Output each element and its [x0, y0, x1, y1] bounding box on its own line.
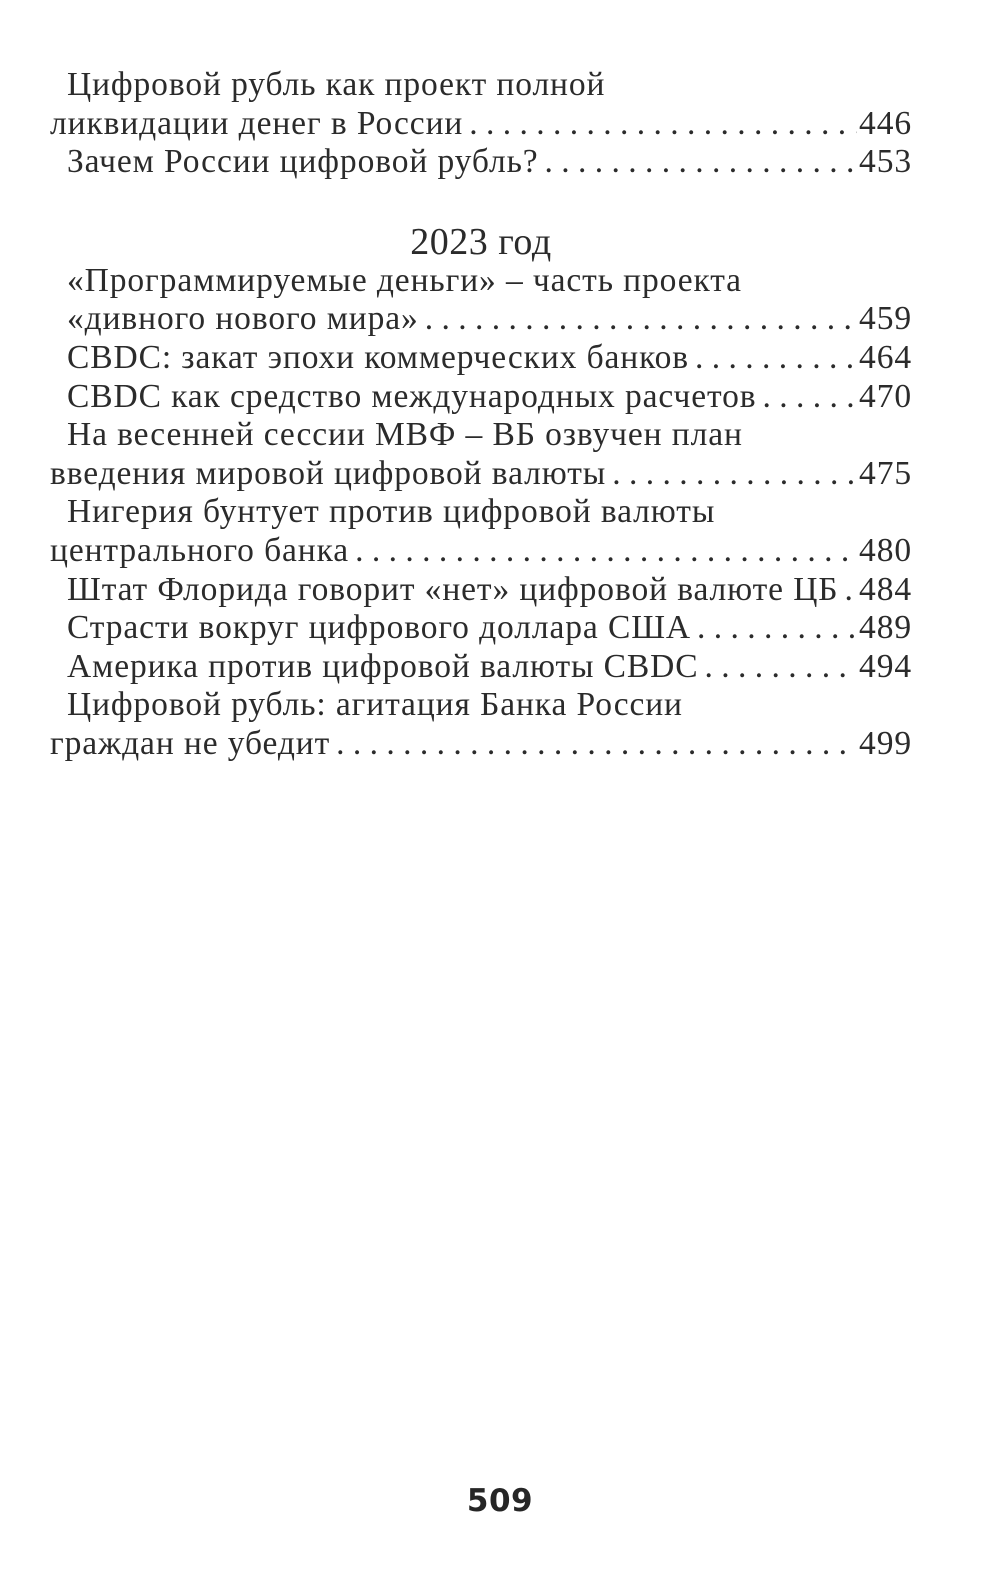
dot-leader [355, 532, 857, 571]
page-number-footer: 509 [466, 1483, 534, 1519]
toc-entry-title-line: Штат Флорида говорит «нет» цифровой валюте ЦБ [67, 570, 839, 608]
dot-leader [695, 339, 857, 378]
toc-entry-title-line: CBDC как средство международных расчетов [67, 377, 757, 415]
toc-entry-title-line: граждан не убедит [50, 724, 331, 762]
toc-page-number: 464 [859, 338, 912, 376]
dot-leader [697, 609, 857, 648]
toc-page-number: 494 [859, 647, 912, 685]
toc-entry-title-line: Страсти вокруг цифрового доллара США [67, 609, 691, 647]
dot-leader [545, 143, 858, 182]
toc-page-number: 480 [859, 531, 912, 569]
toc-entry[interactable] [50, 143, 912, 182]
toc-entry-title-line: введения мировой цифровой валюты [50, 454, 607, 492]
toc-entry-title-line: Цифровой рубль как проект полной [67, 66, 606, 103]
toc-page-number: 446 [859, 104, 912, 142]
toc-page-number: 484 [859, 570, 912, 608]
toc-entry[interactable] [50, 262, 912, 339]
toc-entry-title-line: Зачем России цифровой рубль? [67, 143, 539, 181]
toc-entry-title-line: «Программируемые деньги» – часть проекта [67, 261, 742, 299]
toc-entry[interactable] [50, 378, 912, 417]
toc-entry-title-line: Нигерия бунтует против цифровой валюты [67, 493, 716, 531]
dot-leader [425, 300, 857, 339]
toc-entry-title-line: ликвидации денег в России [50, 104, 464, 142]
dot-leader [612, 455, 857, 494]
toc-entry-title-line: центрального банка [50, 531, 350, 569]
toc-entry[interactable] [50, 66, 912, 143]
toc-page-number: 453 [859, 143, 912, 181]
toc-entry-title-line: CBDC: закат эпохи коммерческих банков [67, 338, 689, 376]
section-heading-year: 2023 год [410, 220, 552, 263]
toc-entry[interactable] [50, 339, 912, 378]
toc-entry-title-line: На весенней сессии МВФ – ВБ озвучен план [67, 416, 743, 454]
toc-page-number: 459 [859, 300, 912, 338]
toc-entry[interactable] [50, 493, 912, 570]
dot-leader [844, 571, 857, 610]
dot-leader [762, 378, 857, 417]
toc-entry-title-line: Америка против цифровой валюты CBDC [67, 647, 699, 685]
toc-page-number: 470 [859, 377, 912, 415]
dot-leader [336, 725, 857, 764]
toc-entry[interactable] [50, 571, 912, 610]
toc-page-number: 489 [859, 609, 912, 647]
toc-page-number: 499 [859, 724, 912, 762]
toc-entry[interactable] [50, 686, 912, 763]
dot-leader [705, 648, 858, 687]
toc-entry[interactable] [50, 648, 912, 687]
table-of-contents [50, 66, 912, 764]
toc-entry[interactable] [50, 416, 912, 493]
toc-page-number: 475 [859, 454, 912, 492]
dot-leader [469, 105, 857, 144]
toc-entry-title-line: «дивного нового мира» [67, 300, 419, 338]
toc-entry[interactable] [50, 609, 912, 648]
toc-entry-title-line: Цифровой рубль: агитация Банка России [67, 686, 683, 724]
